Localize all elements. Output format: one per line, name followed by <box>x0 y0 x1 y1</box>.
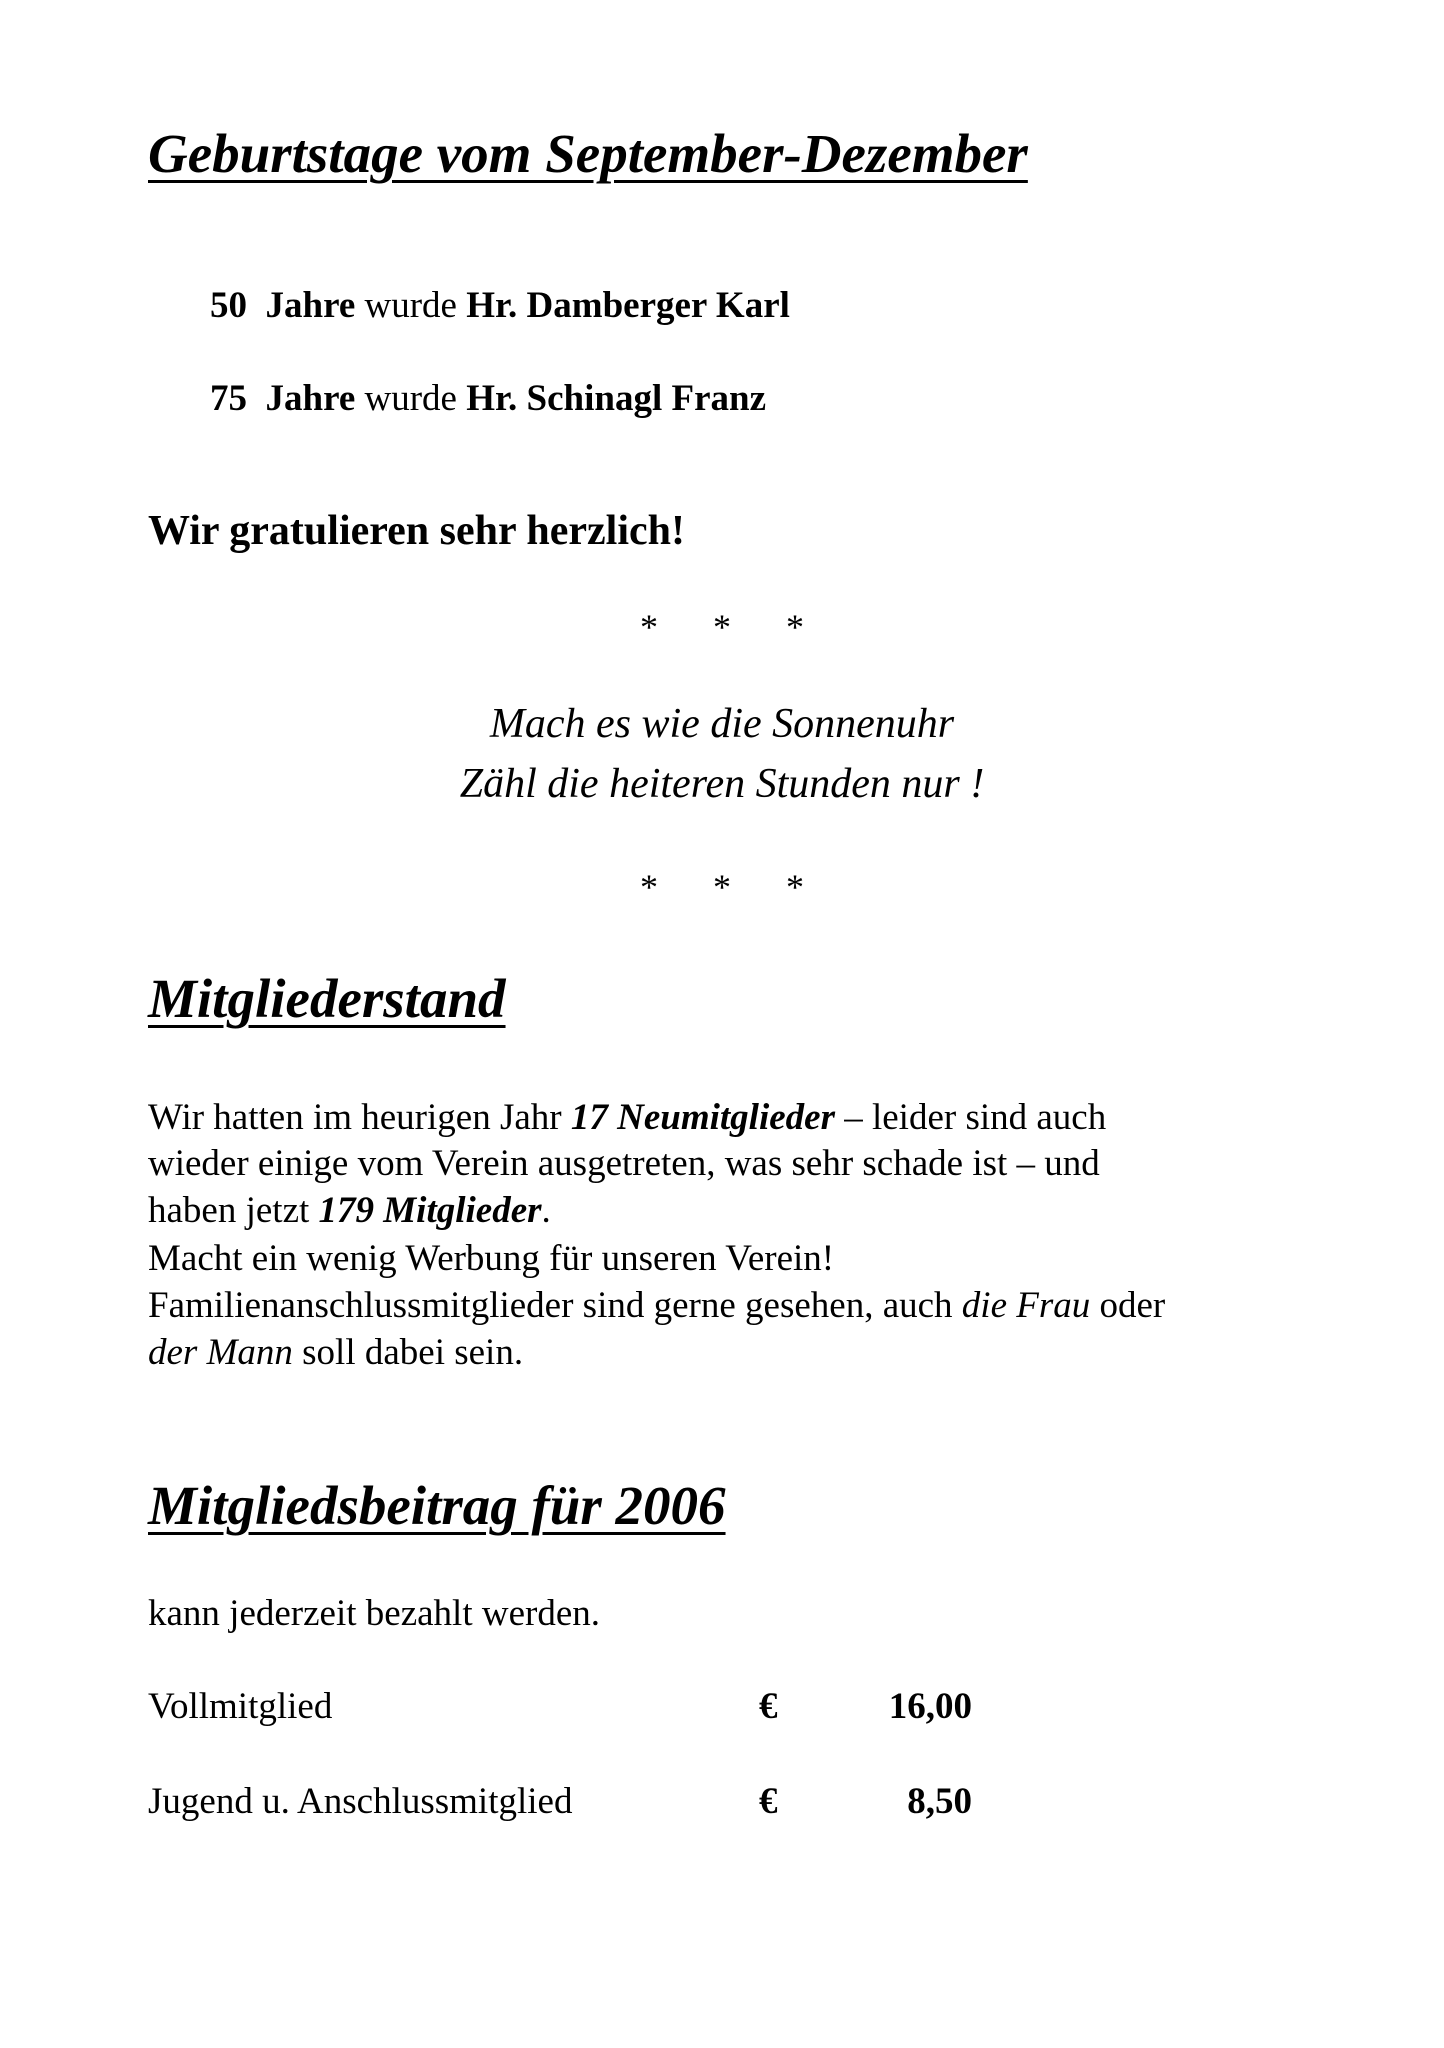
birthday-years-label: Jahre <box>265 378 356 419</box>
text-span: Wir hatten im heurigen Jahr <box>148 1097 571 1138</box>
star: * <box>713 867 731 907</box>
star-separator <box>640 866 859 908</box>
birthday-name: Hr. Damberger Karl <box>466 285 790 326</box>
star-separator <box>640 606 859 648</box>
birthday-verb: wurde <box>364 378 457 419</box>
membership-paragraph-line <box>148 1284 1165 1327</box>
star: * <box>786 607 804 647</box>
fee-label: Jugend u. Anschlussmitglied <box>148 1781 573 1822</box>
birthday-entry <box>210 284 790 327</box>
text-span: Familienanschlussmitglieder sind gerne gesehen, auch <box>148 1285 962 1326</box>
birthday-age: 50 <box>210 285 247 326</box>
fees-intro: kann jederzeit bezahlt werden. <box>148 1593 600 1634</box>
fee-amount: 8,50 <box>907 1781 972 1822</box>
membership-paragraph-line <box>148 1096 1106 1139</box>
birthdays-heading: Geburtstage vom September-Dezember <box>148 123 1028 184</box>
text-span: die Frau <box>961 1285 1091 1326</box>
text-span: soll dabei sein. <box>292 1332 524 1373</box>
fees-heading: Mitgliedsbeitrag für 2006 <box>148 1475 726 1536</box>
quote-line-2: Zähl die heiteren Stunden nur ! <box>459 761 985 807</box>
text-span: der Mann <box>148 1332 293 1373</box>
membership-paragraph-line <box>148 1331 523 1374</box>
quote-line-1: Mach es wie die Sonnenuhr <box>489 701 955 747</box>
membership-paragraph-line <box>148 1189 551 1232</box>
star: * <box>713 607 731 647</box>
text-span: haben jetzt <box>148 1190 319 1231</box>
birthday-verb: wurde <box>364 285 457 326</box>
birthday-years-label: Jahre <box>265 285 356 326</box>
fee-currency: € <box>759 1686 778 1727</box>
total-members-count: 179 Mitglieder <box>318 1190 542 1231</box>
membership-paragraph-line: Macht ein wenig Werbung für unseren Verein! <box>148 1238 835 1279</box>
star: * <box>786 867 804 907</box>
congrats-text: Wir gratulieren sehr herzlich! <box>148 508 685 554</box>
star: * <box>640 867 658 907</box>
birthday-name: Hr. Schinagl Franz <box>466 378 767 419</box>
fee-currency: € <box>759 1781 778 1822</box>
text-span: oder <box>1090 1285 1166 1326</box>
new-members-count: 17 Neumitglieder <box>570 1097 835 1138</box>
star: * <box>640 607 658 647</box>
birthday-age: 75 <box>210 378 247 419</box>
fee-amount: 16,00 <box>888 1686 972 1727</box>
membership-heading: Mitgliederstand <box>148 968 506 1029</box>
text-span: – leider sind auch <box>834 1097 1107 1138</box>
membership-paragraph-line: wieder einige vom Verein ausgetreten, was sehr schade ist – und <box>148 1143 1100 1184</box>
fee-label: Vollmitglied <box>148 1686 333 1727</box>
birthday-entry <box>210 377 766 420</box>
text-span: . <box>541 1190 551 1231</box>
